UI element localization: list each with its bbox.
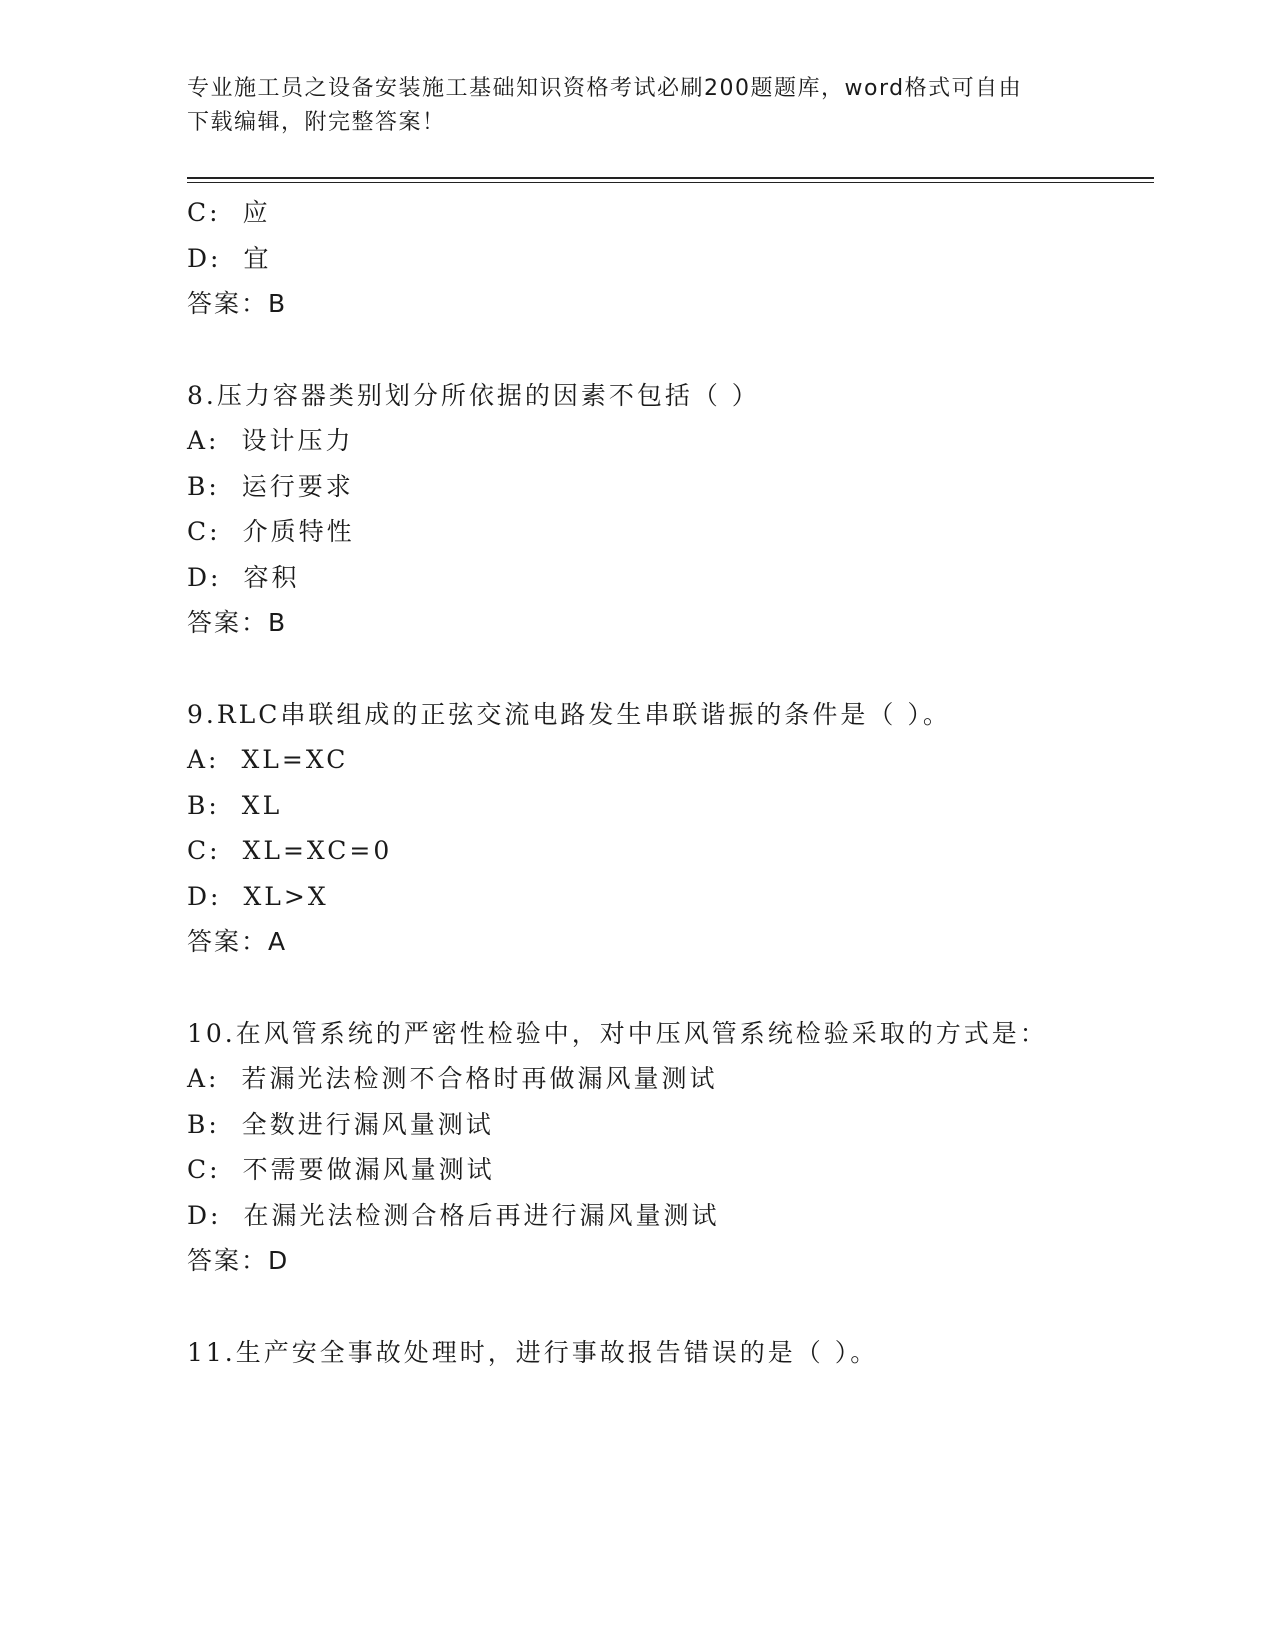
question-title: 8.压力容器类别划分所依据的因素不包括（ ） <box>187 380 760 410</box>
question-title: 11.生产安全事故处理时，进行事故报告错误的是（ ）。 <box>187 1337 879 1367</box>
option-text: 不需要做漏风量测试 <box>242 1155 495 1184</box>
option-letter: B: <box>187 790 220 820</box>
question-title: 9.RLC串联组成的正弦交流电路发生串联谐振的条件是（ ）。 <box>187 699 951 729</box>
option-letter: C: <box>187 836 221 865</box>
option-text: XL=XC=0 <box>242 836 393 865</box>
option-d <box>187 1193 1154 1239</box>
option-text: 运行要求 <box>241 471 354 501</box>
header-line-2: 下载编辑，附完整答案！ <box>187 110 446 135</box>
option-b <box>187 464 1154 510</box>
option-text: 容积 <box>243 562 300 592</box>
question-10 <box>187 1011 1154 1284</box>
answer: 答案：D <box>187 1246 290 1275</box>
option-a <box>187 1056 1154 1102</box>
option-text: 全数进行漏风量测试 <box>241 1109 494 1139</box>
option-text: 应 <box>242 198 271 227</box>
question-11 <box>187 1330 1154 1376</box>
header-divider-thin <box>187 182 1154 183</box>
option-b <box>187 783 1154 829</box>
option-text: XL>X <box>243 881 329 911</box>
option-letter: D: <box>187 1200 222 1230</box>
option-d <box>187 874 1154 920</box>
option-letter: D: <box>187 562 222 592</box>
option-d <box>187 555 1154 601</box>
option-c <box>187 190 1154 236</box>
option-letter: D: <box>187 881 222 911</box>
option-text: 设计压力 <box>241 426 354 455</box>
option-b <box>187 1102 1154 1148</box>
answer: 答案：B <box>187 608 288 637</box>
question-list <box>187 190 1154 1375</box>
option-d <box>187 236 1154 282</box>
question-7-tail <box>187 190 1154 327</box>
option-text: 在漏光法检测合格后再进行漏风量测试 <box>243 1200 720 1230</box>
option-letter: A: <box>187 745 220 774</box>
option-text: XL=XC <box>241 745 349 774</box>
option-letter: B: <box>187 471 220 501</box>
option-a <box>187 418 1154 464</box>
answer: 答案：B <box>187 289 288 318</box>
question-9 <box>187 692 1154 965</box>
option-text: 宜 <box>243 243 272 273</box>
option-letter: C: <box>187 517 221 546</box>
option-text: 若漏光法检测不合格时再做漏风量测试 <box>241 1064 718 1093</box>
header-line-1: 专业施工员之设备安装施工基础知识资格考试必刷200题题库，word格式可自由 <box>187 76 1023 101</box>
option-letter: D: <box>187 243 222 273</box>
option-text: XL <box>241 790 283 820</box>
option-letter: A: <box>187 426 220 455</box>
answer: 答案：A <box>187 927 288 956</box>
option-letter: C: <box>187 198 221 227</box>
question-8 <box>187 373 1154 646</box>
option-c <box>187 828 1154 874</box>
option-letter: B: <box>187 1109 220 1139</box>
option-letter: A: <box>187 1064 220 1093</box>
option-text: 介质特性 <box>242 517 355 546</box>
question-title: 10.在风管系统的严密性检验中，对中压风管系统检验采取的方式是： <box>187 1018 1048 1048</box>
option-letter: C: <box>187 1155 221 1184</box>
document-header <box>187 72 1067 140</box>
option-c <box>187 1147 1154 1193</box>
option-a <box>187 737 1154 783</box>
header-divider-thick <box>187 177 1154 179</box>
option-c <box>187 509 1154 555</box>
